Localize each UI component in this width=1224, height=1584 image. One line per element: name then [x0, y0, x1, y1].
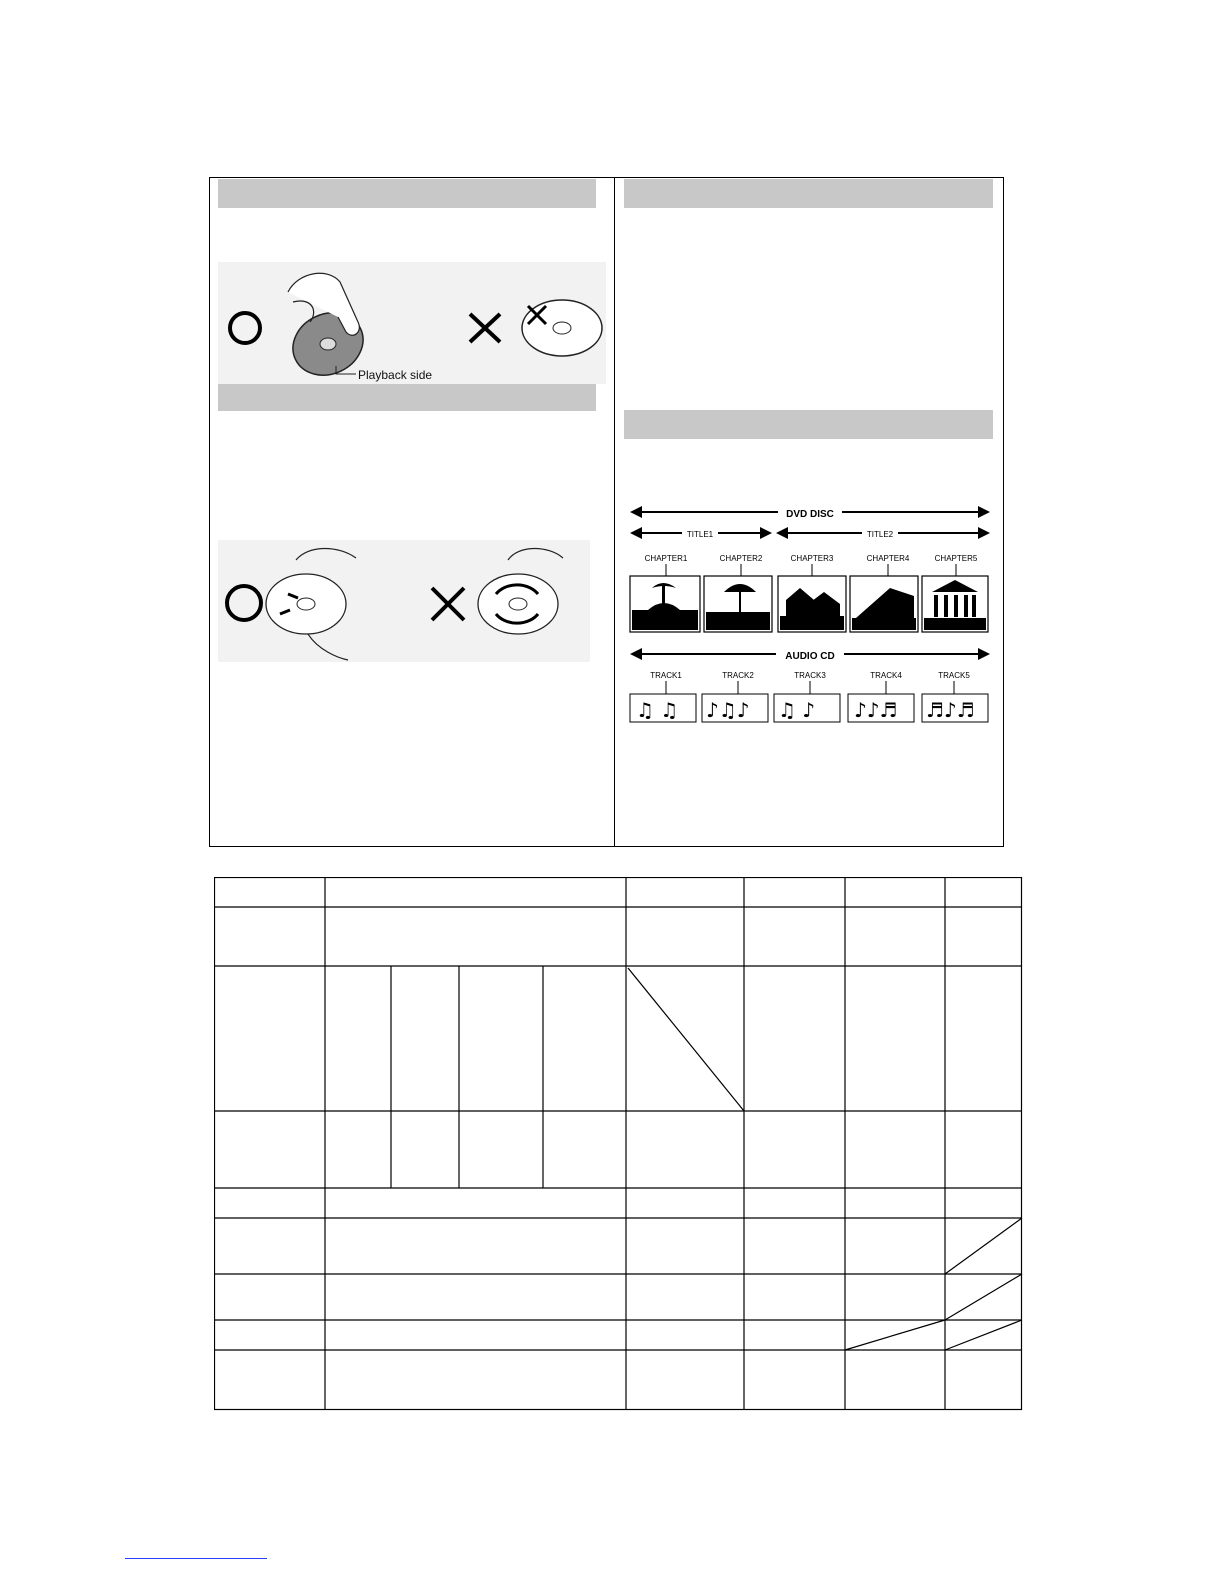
section-bar-structure	[624, 410, 993, 439]
section-bar-top-right	[624, 179, 993, 208]
chapter-label: CHAPTER4	[866, 554, 910, 563]
playback-side-label: Playback side	[358, 368, 433, 382]
title-label: TITLE2	[866, 530, 894, 539]
panel-divider	[614, 177, 615, 847]
music-note-icon: ♬♪♬	[926, 698, 975, 722]
disc-structure-diagram	[628, 500, 992, 728]
track-label: TRACK3	[794, 671, 826, 680]
track-label: TRACK1	[650, 671, 682, 680]
dvd-disc-label: DVD DISC	[786, 509, 834, 520]
specification-table	[214, 877, 1023, 1411]
audio-cd-label: AUDIO CD	[785, 651, 835, 662]
footnote-separator	[125, 1558, 267, 1559]
music-note-icon: ♪♪♬	[854, 698, 898, 722]
chapter-label: CHAPTER3	[790, 554, 834, 563]
section-bar-handling	[218, 179, 596, 208]
section-bar-cleaning	[218, 382, 596, 411]
chapter-label: CHAPTER1	[644, 554, 688, 563]
music-note-icon: ♫ ♫	[636, 698, 679, 722]
music-note-icon: ♫ ♪	[778, 698, 816, 722]
track-label: TRACK4	[870, 671, 902, 680]
chapter-label: CHAPTER2	[719, 554, 763, 563]
title-label: TITLE1	[686, 530, 714, 539]
disc-cleaning-illustration	[218, 540, 590, 662]
track-label: TRACK2	[722, 671, 754, 680]
chapter-label: CHAPTER5	[934, 554, 978, 563]
disc-handling-illustration	[218, 262, 606, 384]
music-note-icon: ♪♫♪	[706, 698, 750, 722]
track-label: TRACK5	[938, 671, 970, 680]
